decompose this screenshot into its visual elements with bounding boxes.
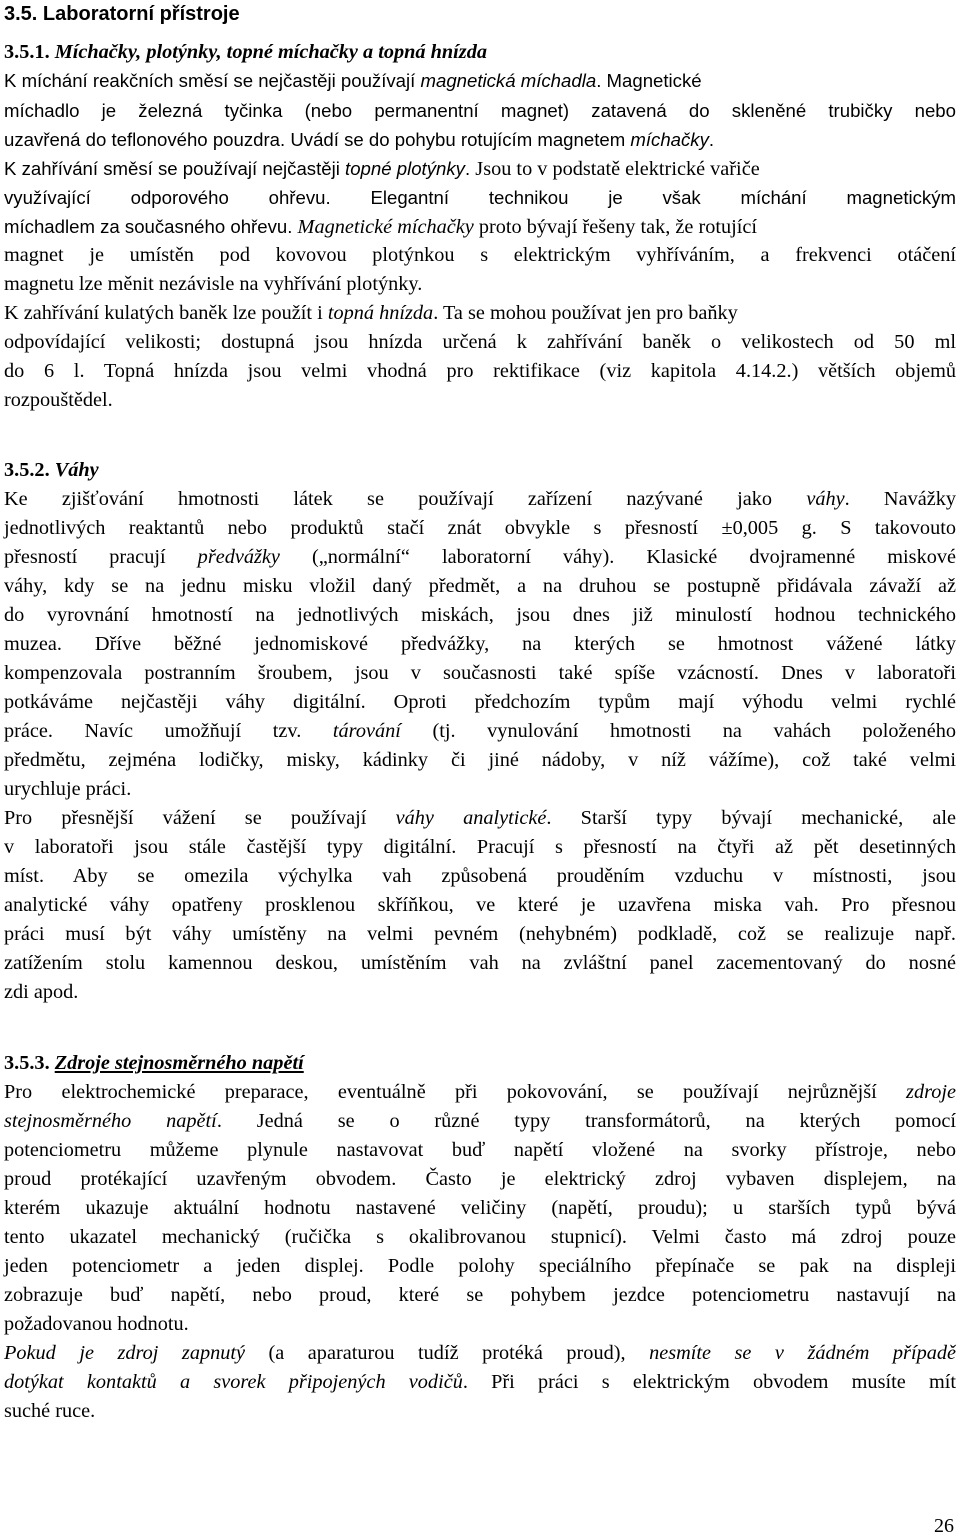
text-line — [4, 212, 956, 241]
text-line — [4, 1078, 956, 1107]
text-span: Pokud je zdroj zapnutý — [4, 1342, 246, 1364]
text-span: suché ruce. — [4, 1400, 96, 1422]
text-span: nesmíte se v žádném případě — [649, 1342, 957, 1364]
text-span: uzavřená do teflonového pouzdra. Uvádí se do pohybu rotujícím magnetem — [4, 129, 631, 150]
text-span: 3.5.1. — [4, 41, 55, 63]
text-line — [4, 1194, 956, 1223]
text-line — [4, 386, 956, 415]
text-line — [4, 862, 956, 891]
text-span: . Při práci s elektrickým obvodem musíte mít — [462, 1371, 956, 1393]
text-line — [4, 1397, 956, 1426]
text-line — [4, 949, 956, 978]
text-span: . — [464, 158, 476, 179]
text-span: . Magnetické — [596, 70, 702, 91]
text-span: („normální“ laboratorní váhy). Klasické dvojramenné miskové — [279, 546, 957, 568]
text-span: jednotlivých reaktantů nebo produktů stačí znát obvykle s přesností ±0,005 g. S takovouto — [4, 517, 956, 539]
text-line — [4, 1049, 956, 1078]
text-line — [4, 601, 956, 630]
text-line — [4, 746, 956, 775]
text-span: tento ukazatel mechanický (ručička s okalibrovanou stupnicí). Velmi často má zdroj pouze — [4, 1226, 956, 1248]
text-span: míchadlo je železná tyčinka (nebo permanentní magnet) zatavená do skleněné trubičky nebo — [4, 100, 956, 121]
text-span: . Ta se mohou používat jen pro baňky — [433, 302, 738, 324]
text-line — [4, 572, 956, 601]
text-span: váhy — [806, 488, 845, 510]
text-span: Váhy — [54, 459, 99, 481]
text-line — [4, 833, 956, 862]
text-span: . — [708, 129, 715, 150]
text-span: do 6 l. Topná hnízda jsou velmi vhodná pro rektifikace (viz kapitola 4.14.2.) větších objemů — [4, 360, 956, 382]
text-span: zobrazuje buď napětí, nebo proud, které se pohybem jezdce potenciometru nastavují na — [4, 1284, 956, 1306]
text-line — [4, 66, 956, 95]
text-span: tárování — [332, 720, 401, 742]
text-span: práce. Navíc umožňují tzv. — [4, 720, 333, 742]
text-span: proto bývají řešeny tak, že rotující — [473, 216, 758, 238]
text-line — [4, 154, 956, 183]
text-span: muzea. Dříve běžné jednomiskové předvážky, na kterých se hmotnost vážené látky — [4, 633, 956, 655]
text-span: . Starší typy bývají mechanické, ale — [546, 807, 956, 829]
text-span: požadovanou hodnotu. — [4, 1313, 189, 1335]
text-span: váhy analytické — [395, 807, 547, 829]
text-span: váhy, kdy se na jednu misku vložil daný předmět, a na druhou se postupně přidávala závaží až — [4, 575, 956, 597]
text-span: analytické váhy opatřeny prosklenou skříňkou, ve které je uzavřena miska vah. Pro přesnou — [4, 894, 956, 916]
text-span: (a aparaturou tudíž protéká proud), — [245, 1342, 650, 1364]
text-line — [4, 717, 956, 746]
text-line — [4, 0, 956, 29]
text-line — [4, 125, 956, 154]
text-line — [4, 456, 956, 485]
text-span: Zdroje stejnosměrného napětí — [54, 1052, 304, 1074]
text-line — [4, 485, 956, 514]
text-span: . Navážky — [844, 488, 956, 510]
text-span: Jsou to v podstatě elektrické vařiče — [475, 158, 760, 180]
text-line — [4, 1223, 956, 1252]
text-span: . Jedná se o různé typy transformátorů, na kterých pomocí — [216, 1110, 956, 1132]
text-span: Pro elektrochemické preparace, eventuálně při pokovování, se používají nejrůznější — [4, 1081, 907, 1103]
text-line — [4, 1252, 956, 1281]
text-span: zatížením stolu kamennou deskou, umístěním vah na zvláštní panel zacementovaný do nosné — [4, 952, 956, 974]
text-line — [4, 1107, 956, 1136]
text-line — [4, 920, 956, 949]
text-span: Pro přesnější vážení se používají — [4, 807, 396, 829]
text-span: předvážky — [197, 546, 280, 568]
text-span: do vyrovnání hmotností na jednotlivých miskách, jsou dnes již minulostí hodnou technického — [4, 604, 956, 626]
text-span: Elegantní technikou je však míchání magnetickým — [370, 187, 957, 208]
text-span: topné plotýnky — [345, 158, 465, 179]
text-line — [4, 891, 956, 920]
text-span: míchadlem za současného ohřevu. — [4, 216, 298, 237]
text-line — [4, 1281, 956, 1310]
text-line — [4, 299, 956, 328]
text-line — [4, 1310, 956, 1339]
text-line — [4, 543, 956, 572]
text-line — [4, 659, 956, 688]
text-span: 3.5.2. — [4, 459, 55, 481]
text-span: míchačky — [630, 129, 709, 150]
text-span: odpovídající velikosti; dostupná jsou hnízda určená k zahřívání baněk o velikostech od 50 ml — [4, 331, 956, 353]
text-span: dotýkat kontaktů a svorek připojených vodičů — [4, 1371, 463, 1393]
text-span: zdi apod. — [4, 981, 79, 1003]
text-line — [4, 514, 956, 543]
text-line — [4, 328, 956, 357]
text-line — [4, 357, 956, 386]
text-span: rozpouštědel. — [4, 389, 113, 411]
text-span: K zahřívání kulatých baněk lze použít i — [4, 302, 328, 324]
text-span: urychluje práci. — [4, 778, 132, 800]
text-span: K míchání reakčních směsí se nejčastěji používají — [4, 70, 421, 91]
text-line — [4, 1136, 956, 1165]
text-span: magnet je umístěn pod kovovou plotýnkou s elektrickým vyhříváním, a frekvenci otáčení — [4, 244, 956, 266]
text-span: kompenzovala postranním šroubem, jsou v současnosti také spíše vzácností. Dnes v laboratoři — [4, 662, 956, 684]
text-span: proud protékající uzavřeným obvodem. Často je elektrický zdroj vybaven displejem, na — [4, 1168, 956, 1190]
text-span: potkáváme nejčastěji váhy digitální. Oproti předchozím typům mají výhodu velmi rychlé — [4, 691, 956, 713]
text-span: magnetu lze měnit nezávisle na vyhřívání plotýnky. — [4, 273, 423, 295]
text-line — [4, 1165, 956, 1194]
text-line — [4, 241, 956, 270]
text-span: 3.5.3. — [4, 1052, 55, 1074]
text-span: Míchačky, plotýnky, topné míchačky a topná hnízda — [54, 41, 487, 63]
text-span: K zahřívání směsí se používají nejčastěji — [4, 158, 346, 179]
text-span: (tj. vynulování hmotnosti na vahách položeného — [400, 720, 956, 742]
text-line — [4, 1339, 956, 1368]
text-span: míst. Aby se omezila výchylka vah způsobená prouděním vzduchu v místnosti, jsou — [4, 865, 956, 887]
text-line — [4, 775, 956, 804]
text-line — [4, 630, 956, 659]
text-line — [4, 688, 956, 717]
text-line — [4, 804, 956, 833]
text-line — [4, 96, 956, 125]
text-span: stejnosměrného napětí — [4, 1110, 217, 1132]
text-span: přesností pracují — [4, 546, 198, 568]
text-span: předmětu, zejména lodičky, misky, kádinky či jiné nádoby, v níž vážíme), což také velmi — [4, 749, 956, 771]
text-line — [4, 978, 956, 1007]
text-span: využívající odporového ohřevu. — [4, 187, 371, 208]
page-number: 26 — [934, 1515, 954, 1537]
text-span: zdroje — [906, 1081, 956, 1103]
text-line — [4, 38, 956, 67]
text-span: jeden potenciometr a jeden displej. Podle polohy speciálního přepínače se pak na displeji — [4, 1255, 956, 1277]
text-span: kterém ukazuje aktuální hodnotu nastavené veličiny (napětí, proudu); u starších typů bývá — [4, 1197, 956, 1219]
text-span: topná hnízda — [327, 302, 434, 324]
text-span: potenciometru můžeme plynule nastavovat buď napětí vložené na svorky přístroje, nebo — [4, 1139, 956, 1161]
text-span: práci musí být váhy umístěny na velmi pevném (nehybném) podkladě, což se realizuje např. — [4, 923, 956, 945]
text-span: 3.5. Laboratorní přístroje — [4, 3, 240, 25]
text-span: v laboratoři jsou stále častější typy digitální. Pracují s přesností na čtyři až pět desetinných — [4, 836, 956, 858]
text-line — [4, 183, 956, 212]
text-span: Ke zjišťování hmotnosti látek se používají zařízení nazývané jako — [4, 488, 807, 510]
text-line — [4, 270, 956, 299]
text-span: magnetická míchadla — [420, 70, 597, 91]
text-line — [4, 1368, 956, 1397]
text-span: Magnetické míchačky — [297, 216, 474, 238]
